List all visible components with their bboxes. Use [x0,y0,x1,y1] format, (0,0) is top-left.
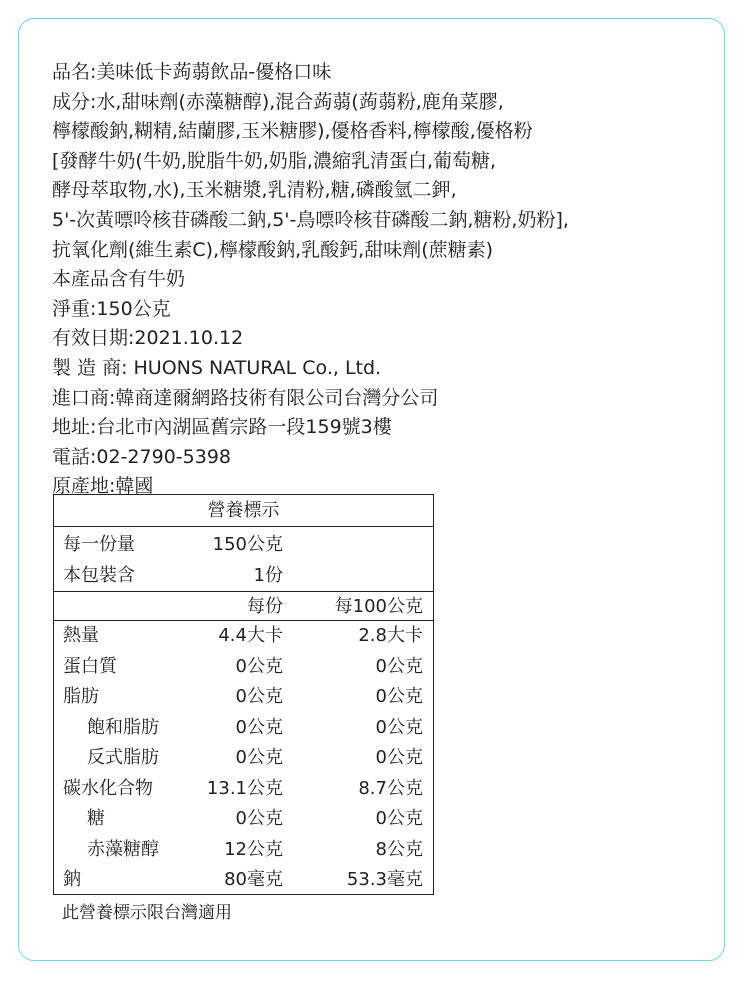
nutrition-footnote: 此營養標示限台灣適用 [62,903,232,923]
importer-line: 進口商:韓商達爾網路技術有限公司台灣分公司 [52,386,439,409]
nutrient-label: 脂肪 [63,686,99,707]
address-line: 地址:台北市內湖區舊宗路一段159號3樓 [52,416,392,439]
net-weight-line: 淨重:150公克 [52,297,171,320]
nutrient-per-100g: 0公克 [375,655,423,677]
divider [54,526,433,527]
nutrient-row-carbohydrate [54,773,433,804]
nutrition-title: 營養標示 [207,500,280,521]
pack-value: 1份 [253,565,283,586]
nutrient-per-serving: 13.1公克 [206,777,283,799]
product-info [52,58,712,502]
ingredients-line-4: 酵母萃取物,水),玉米糖漿,乳清粉,糖,磷酸氫二鉀, [52,179,457,202]
nutrient-label: 蛋白質 [63,655,117,677]
nutrient-row-trans-fat [54,742,433,773]
nutrient-label: 反式脂肪 [87,747,159,768]
phone-line: 電話:02-2790-5398 [52,445,231,468]
nutrient-per-serving: 0公克 [235,686,283,707]
column-per-serving: 每份 [247,596,283,617]
nutrient-per-serving: 4.4大卡 [218,625,283,646]
ingredients-line-6: 抗氧化劑(維生素C),檸檬酸鈉,乳酸鈣,甜味劑(蔗糖素) [52,238,494,261]
nutrition-table [53,494,434,895]
nutrient-per-serving: 0公克 [235,808,283,829]
column-per-100g: 每100公克 [334,596,423,617]
nutrient-per-serving: 12公克 [224,838,283,860]
manufacturer-line: 製 造 商: HUONS NATURAL Co., Ltd. [52,356,382,379]
nutrient-row-protein [54,651,433,682]
nutrient-label: 碳水化合物 [63,777,153,799]
serving-value: 150公克 [212,534,283,555]
product-name-line: 品名:美味低卡蒟蒻飲品-優格口味 [52,61,332,83]
nutrient-per-100g: 0公克 [375,716,423,738]
nutrient-row-energy [54,620,433,651]
nutrient-per-serving: 0公克 [235,655,283,677]
nutrient-per-100g: 2.8大卡 [358,625,423,646]
pack-label: 本包裝含 [63,565,135,586]
nutrient-label: 赤藻糖醇 [87,838,159,860]
ingredients-line-1: 成分:水,甜味劑(赤藻糖醇),混合蒟蒻(蒟蒻粉,鹿角菜膠, [52,90,504,113]
ingredients-line-2: 檸檬酸鈉,糊精,結蘭膠,玉米糖膠),優格香料,檸檬酸,優格粉 [52,120,533,143]
nutrient-per-100g: 0公克 [375,747,423,768]
serving-row [54,529,433,560]
nutrient-row-fat [54,681,433,712]
nutrient-label: 飽和脂肪 [87,716,159,738]
nutrient-row-erythritol [54,834,433,865]
origin-line: 原產地:韓國 [52,475,154,498]
nutrient-per-serving: 0公克 [235,747,283,768]
nutrient-per-100g: 0公克 [375,808,423,829]
serving-label: 每一份量 [63,534,135,555]
nutrient-per-serving: 0公克 [235,716,283,738]
nutrient-per-100g: 0公克 [375,686,423,707]
pack-row [54,560,433,591]
column-header-row [54,591,433,622]
nutrient-per-100g: 53.3毫克 [346,869,423,890]
nutrient-label: 鈉 [63,869,81,890]
nutrient-row-sodium [54,864,433,895]
expiry-date-line: 有效日期:2021.10.12 [52,327,244,350]
allergen-line: 本產品含有牛奶 [52,268,186,291]
nutrient-per-serving: 80毫克 [224,869,283,890]
nutrient-label: 熱量 [63,625,99,646]
nutrient-label: 糖 [87,808,105,829]
nutrient-row-saturated-fat [54,712,433,743]
nutrient-per-100g: 8公克 [375,838,423,860]
nutrient-row-sugar [54,803,433,834]
ingredients-line-5: 5'-次黃嘌呤核苷磷酸二鈉,5'-鳥嘌呤核苷磷酸二鈉,糖粉,奶粉], [52,208,569,231]
ingredients-line-3: [發酵牛奶(牛奶,脫脂牛奶,奶脂,濃縮乳清蛋白,葡萄糖, [52,149,497,172]
nutrient-per-100g: 8.7公克 [358,777,423,799]
